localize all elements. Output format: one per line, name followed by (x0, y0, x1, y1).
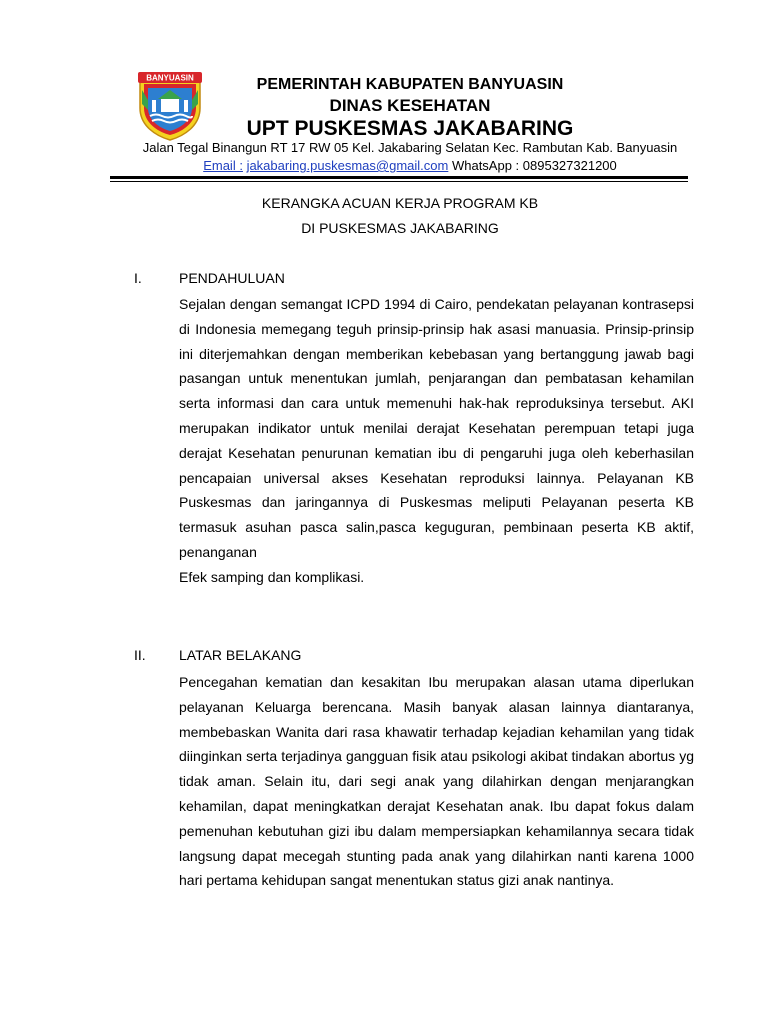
banyuasin-logo (134, 70, 206, 142)
letterhead-contact (100, 158, 720, 173)
email-label: Email : (203, 158, 243, 173)
section-number: II. (134, 647, 146, 663)
letterhead-address: Jalan Tegal Binangun RT 17 RW 05 Kel. Jakabaring Selatan Kec. Rambutan Kab. Banyuasin (142, 140, 678, 155)
paragraph: Efek samping dan komplikasi. (179, 568, 365, 585)
letterhead-institution: UPT PUSKESMAS JAKABARING (246, 117, 574, 140)
section-body-pendahuluan (179, 292, 694, 590)
letterhead-government: PEMERINTAH KABUPATEN BANYUASIN (256, 76, 564, 93)
section-heading-pendahuluan: PENDAHULUAN (179, 270, 285, 286)
letterhead-department: DINAS KESEHATAN (329, 96, 491, 115)
section-heading-latar-belakang: LATAR BELAKANG (179, 647, 302, 663)
email-link[interactable]: jakabaring.puskesmas@gmail.com (246, 158, 449, 173)
paragraph: Pencegahan kematian dan kesakitan Ibu merupakan alasan utama diperlukan pelayanan Keluarga berencana. Masih banyak alasan lainnya diantaranya, membebaskan Wanita dari rasa khawatir terhadap kejadian kehamilan yang tidak diinginkan serta terjadinya gangguan fisik atau psikologi akibat tindakan abortus yg tidak aman. Selain itu, dari segi anak yang dilahirkan dengan menjarangkan kehamilan, dapat meningkatkan derajat Kesehatan anak. Ibu dapat fokus dalam pemenuhan kebutuhan gizi ibu dalam mempersiapkan kehamilannya secara tidak langsung dapat mecegah stunting pada anak yang dilahirkan nanti karena 1000 hari pertama kehidupan sangat menentukan status gizi anak nantinya. (179, 674, 694, 889)
logo-banner-text: BANYUASIN (146, 73, 194, 83)
regency-crest-icon (134, 70, 206, 142)
letterhead-divider-thin (110, 181, 688, 182)
section-body-latar-belakang (179, 670, 694, 893)
whatsapp-number: WhatsApp : 0895327321200 (451, 158, 617, 173)
letterhead-divider-thick (110, 176, 688, 179)
section-number: I. (134, 270, 142, 286)
paragraph: Sejalan dengan semangat ICPD 1994 di Cairo, pendekatan pelayanan kontrasepsi di Indonesia memegang teguh prinsip-prinsip hak asasi manuasia. Prinsip-prinsip ini diterjemahkan dengan memberikan kebebasan yang bertanggung jawab bagi pasangan untuk menentukan jumlah, penjarangan dan pembatasan kehamilan serta informasi dan cara untuk memenuhi hak-hak reproduksinya tersebut. AKI merupakan indikator untuk menilai derajat Kesehatan perempuan tetapi juga derajat Kesehatan penurunan kematian ibu di pengaruhi juga oleh keberhasilan pencapaian universal akses Kesehatan reproduksi lainnya. Pelayanan KB Puskesmas dan jaringannya di Puskesmas meliputi Pelayanan peserta KB termasuk asuhan pasca salin,pasca keguguran, pembinaan peserta KB aktif, penanganan (179, 296, 694, 560)
document-subtitle: DI PUSKESMAS JAKABARING (301, 220, 499, 236)
document-title: KERANGKA ACUAN KERJA PROGRAM KB (261, 195, 539, 211)
